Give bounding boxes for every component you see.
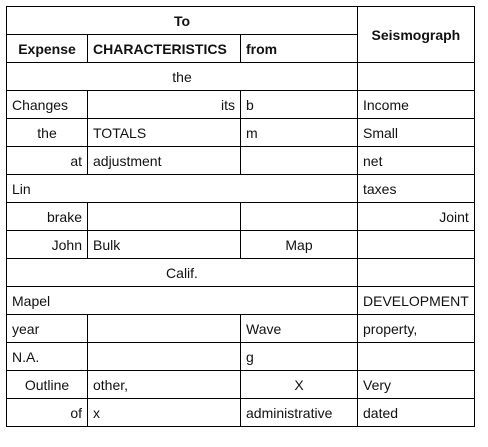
table-cell: John: [7, 231, 88, 259]
table-cell: Very: [358, 371, 475, 399]
table-row: [7, 287, 475, 315]
table-cell: Changes: [7, 91, 88, 119]
table-cell: Map: [241, 231, 358, 259]
header-seismograph: Seismograph: [358, 7, 475, 63]
table-cell: Mapel: [7, 287, 358, 315]
table-cell: brake: [7, 203, 88, 231]
table-row: [7, 91, 475, 119]
data-table: [6, 6, 475, 427]
table-row: [7, 315, 475, 343]
table-cell: of: [7, 399, 88, 427]
header-row-1: [7, 7, 475, 35]
table-cell: Wave: [241, 315, 358, 343]
table-cell: Lin: [7, 175, 358, 203]
table-cell: Joint: [358, 203, 475, 231]
table-cell: other,: [88, 371, 241, 399]
table-cell: X: [241, 371, 358, 399]
table-cell: g: [241, 343, 358, 371]
table-cell: dated: [358, 399, 475, 427]
table-cell: the: [7, 63, 358, 91]
table-row: [7, 147, 475, 175]
header-from: from: [241, 35, 358, 63]
table-cell: TOTALS: [88, 119, 241, 147]
table-row: [7, 119, 475, 147]
table-cell: property,: [358, 315, 475, 343]
table-cell: [241, 203, 358, 231]
table-cell: year: [7, 315, 88, 343]
table-row: [7, 175, 475, 203]
table-row: [7, 259, 475, 287]
table-cell: [358, 63, 475, 91]
table-cell: at: [7, 147, 88, 175]
table-cell: adjustment: [88, 147, 241, 175]
table-cell: x: [88, 399, 241, 427]
table-row: [7, 371, 475, 399]
table-cell: Outline: [7, 371, 88, 399]
table-row: [7, 203, 475, 231]
table-cell: net: [358, 147, 475, 175]
table-cell: administrative: [241, 399, 358, 427]
table-cell: [358, 343, 475, 371]
table-cell: [358, 259, 475, 287]
table-cell: [88, 203, 241, 231]
table-cell: N.A.: [7, 343, 88, 371]
table-cell: Bulk: [88, 231, 241, 259]
table-cell: Small: [358, 119, 475, 147]
table-cell: [241, 147, 358, 175]
table-cell: taxes: [358, 175, 475, 203]
header-to: To: [7, 7, 358, 35]
table-cell: Income: [358, 91, 475, 119]
table-cell: DEVELOPMENT: [358, 287, 475, 315]
table-row: [7, 63, 475, 91]
table-row: [7, 399, 475, 427]
table-row: [7, 231, 475, 259]
table-cell: Calif.: [7, 259, 358, 287]
table-row: [7, 343, 475, 371]
table-cell: m: [241, 119, 358, 147]
table-cell: its: [88, 91, 241, 119]
table-cell: [88, 315, 241, 343]
table-cell: b: [241, 91, 358, 119]
table-cell: [358, 231, 475, 259]
table-cell: [88, 343, 241, 371]
header-characteristics: CHARACTERISTICS: [88, 35, 241, 63]
table-cell: the: [7, 119, 88, 147]
header-expense: Expense: [7, 35, 88, 63]
